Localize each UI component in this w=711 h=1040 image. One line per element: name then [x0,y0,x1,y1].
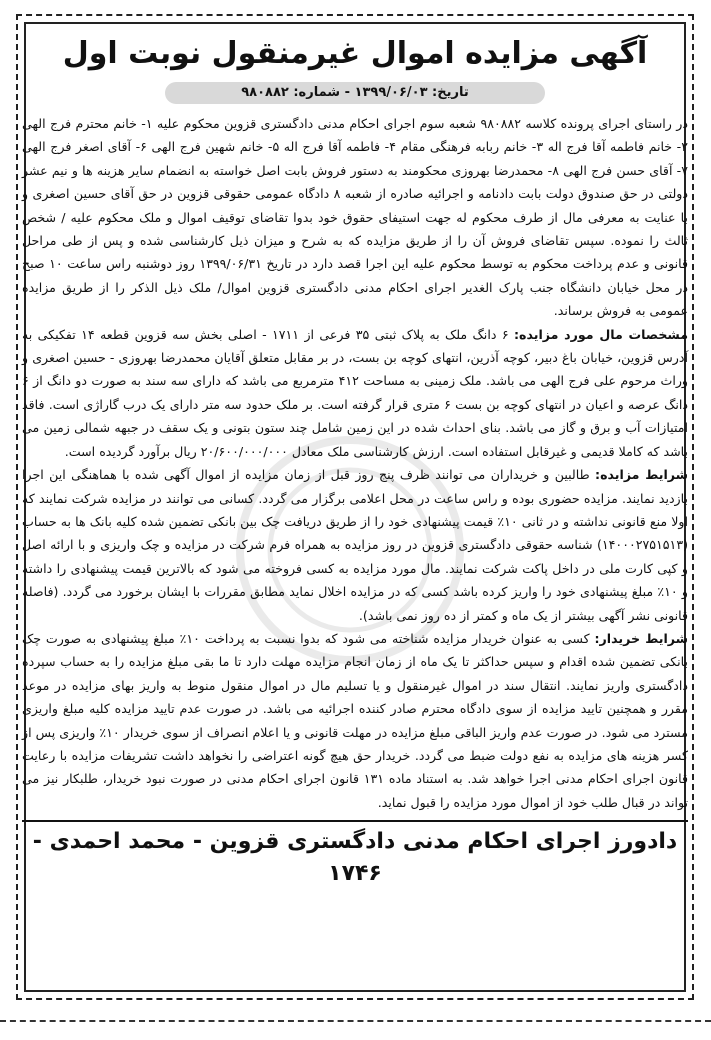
auction-conditions-paragraph [22,463,688,627]
auction-conditions-text: طالبین و خریداران می توانند ظرف پنج روز قبل از زمان مزایده از اموال آگهی شده با هماهنگی این اجرا بازدید نمایند. مزایده حضوری بوده و راس ساعت در محل اعلامی برگزار می گردد. کسانی می توانند در مزایده شرکت نمایند که اولا منع قانونی نداشته و در ثانی ۱۰٪ قیمت پیشنهادی خود را از طریق دریافت چک بین بانکی تضمین شده کلیه بانک ها به حساب (۱۴۰۰۰۲۷۵۱۵۱۳) شناسه حقوقی دادگستری قزوین در روز مزایده به همراه فرم شرکت در مزایده و چک واریزی و با ارائه اصل و کپی کارت ملی در داخل پاکت شرکت نمایند. مال مورد مزایده به کسی فروخته می شود که بالاترین قیمت پیشنهادی را داشته و ۱۰٪ مبلغ پیشنهادی خود را واریز کرده باشد کسی که در مزایده اخلال نماید مطابق مقررات با ایشان برخورد می گردد. (فاصله قانونی نشر آگهی بیشتر از یک ماه و کمتر از ده روز نمی باشد). [22,467,688,623]
notice-content [22,28,688,890]
buyer-conditions-text: کسی به عنوان خریدار مزایده شناخته می شود که بدوا نسبت به پرداخت ۱۰٪ مبلغ پیشنهادی به صورت چک بانکی تضمین شده اقدام و سپس حداکثر تا یک ماه از زمان انجام مزایده مهلت دارد تا ما بقی مبلغ مزایده را به حساب سپرده دادگستری واریز نمایند. انتقال سند در اموال غیرمنقول و یا تسلیم مال در اموال منقول منوط به واریز بهای مزایده در موعد مقرر و همچنین تایید مزایده از سوی دادگاه محترم صادر کننده اجرائیه می باشد. در صورت عدم تایید مزایده کلیه مبلغ واریزی مسترد می شود. در صورت عدم واریز الباقی مبلغ مزایده در مهلت قانونی و یا اعلام انصراف از سوی خریدار ۱۰٪ واریزی پس از کسر هزینه های مزایده به نفع دولت ضبط می گردد. خریدار حق هیچ گونه اعتراضی را نخواهد داشت تشریفات مزایده با رعایت قانون اجرای احکام مدنی اجرا خواهد شد. به استناد ماده ۱۳۱ قانون اجرای احکام مدنی در صورت نبود خریدار، طلبکار نیز می تواند در قبال طلب خود از اموال مورد مزایده را قبول نماید. [22,630,689,810]
property-specs-paragraph [22,323,688,463]
date-number-bar: تاریخ: ۱۳۹۹/۰۶/۰۳ - شماره: ۹۸۰۸۸۲ [165,82,545,104]
buyer-conditions-label: شرایط خریدار: [594,630,689,646]
property-specs-label: مشخصات مال مورد مزایده: [513,326,689,342]
property-specs-text: ۶ دانگ ملک به پلاک ثبتی ۳۵ فرعی از ۱۷۱۱ - اصلی بخش سه قزوین قطعه ۱۴ تفکیکی به آدرس قزوین، خیابان باغ دبیر، کوچه آذرین، انتهای کوچه بن بست، در بر مقابل متعلق آقایان محمدرضا بهروزی - حسین اصغری و وراث مرحوم علی فرج الهی می باشد. ملک زمینی به مساحت ۴۱۲ مترمربع می باشد که دارای سه سند به صورت دو دانگ از ۶ دانگ عرصه و اعیان در انتهای کوچه بن بست ۶ متری قرار گرفته است. بر ملک حدود سه متر دارای یک درب گاراژی است. فاقد امتیازات آب و برق و گاز می باشد. بنای احداث شده در این زمین شامل چند ستون بتونی و یک سقف در جبهه شمالی زمین می باشد که کاملا قدیمی و غیرقابل استفاده است. ارزش کارشناسی ملک معادل ۲۰/۶۰۰/۰۰۰/۰۰۰ ریال برآورد گردیده است. [22,326,689,459]
intro-paragraph: در راستای اجرای پرونده کلاسه ۹۸۰۸۸۲ شعبه سوم اجرای احکام مدنی دادگستری قزوین محکوم علیه ۱- خانم محترم فرج الهی ۲- خانم فاطمه آقا فرج اله ۳- خانم ربابه فرهنگی مقام ۴- فاطمه آقا فرج اله ۵- خانم شهین فرج الهی ۶- آقای اصغر فرج الهی ۷- آقای حسن فرج الهی ۸- محمدرضا بهروزی محکومند به دستور فروش بابت اصل خواسته به انضمام سایر هزینه ها و نیم عشر دولتی در حق صندوق دولت بابت دادنامه و اجرائیه صادره از شعبه ۸ دادگاه عمومی حقوقی قزوین در حق آقای حسین اصغری و با عنایت به معرفی مال از طرف محکوم له جهت استیفای حقوق خود بدوا تقاضای توقیف اموال و ملک محکوم علیه / شخص ثالث را نموده. سپس تقاضای فروش آن را از طریق مزایده که به شرح و میزان ذیل کارشناسی شده و پس از طی مراحل قانونی و عدم پرداخت محکوم به توسط محکوم علیه این اجرا قصد دارد در تاریخ ۱۳۹۹/۰۶/۳۱ روز دوشنبه راس ساعت ۱۰ صبح در محل خیابان دانشگاه جنب پارک الغدیر اجرای احکام مدنی دادگستری قزوین اموال/ ملک ذیل الذکر را از طریق مزایده عمومی به فروش برساند. [22,116,688,319]
buyer-conditions-paragraph [22,627,688,814]
auction-conditions-label: شرایط مزایده: [595,467,688,483]
signature-divider [22,820,688,822]
notice-title: آگهی مزایده اموال غیرمنقول نوبت اول [62,36,648,71]
cut-line [0,1020,711,1022]
signature-line: دادورز اجرای احکام مدنی دادگستری قزوین - محمد احمدی - ۱۷۴۶ [32,829,678,887]
